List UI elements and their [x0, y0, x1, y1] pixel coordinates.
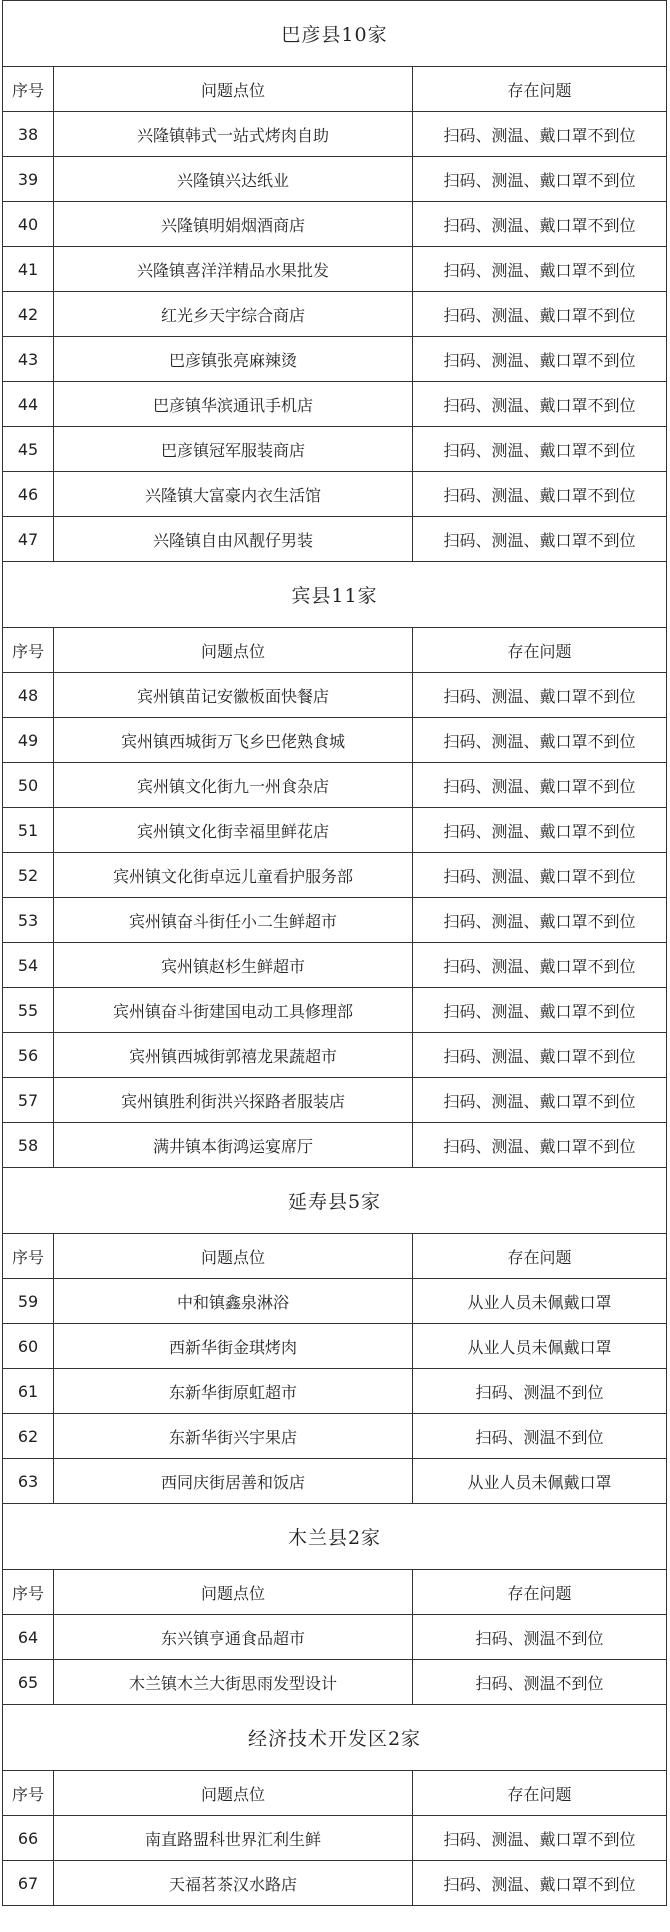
- row-issue: 扫码、测温、戴口罩不到位: [413, 517, 667, 562]
- row-place: 宾州镇赵杉生鲜超市: [54, 943, 413, 988]
- table-row: [3, 382, 667, 427]
- section-title-row: [3, 1504, 667, 1570]
- table-row: [3, 1459, 667, 1504]
- table-row: [3, 1816, 667, 1861]
- row-place: 宾州镇苗记安徽板面快餐店: [54, 673, 413, 718]
- row-issue: 扫码、测温、戴口罩不到位: [413, 292, 667, 337]
- row-place: 红光乡天宇综合商店: [54, 292, 413, 337]
- row-place: 满井镇本街鸿运宴席厅: [54, 1123, 413, 1168]
- section-title-row: [3, 1705, 667, 1771]
- row-place: 兴隆镇兴达纸业: [54, 157, 413, 202]
- row-issue: 扫码、测温、戴口罩不到位: [413, 202, 667, 247]
- section-title-row: [3, 562, 667, 628]
- row-place: 宾州镇奋斗街任小二生鲜超市: [54, 898, 413, 943]
- row-place: 东兴镇亨通食品超市: [54, 1615, 413, 1660]
- row-place: 兴隆镇喜洋洋精品水果批发: [54, 247, 413, 292]
- row-number: 53: [3, 898, 54, 943]
- row-number: 44: [3, 382, 54, 427]
- inspection-table: [2, 0, 667, 1906]
- table-header-row: [3, 1234, 667, 1279]
- header-issue: 存在问题: [413, 628, 667, 673]
- header-place: 问题点位: [54, 67, 413, 112]
- row-number: 50: [3, 763, 54, 808]
- header-issue: 存在问题: [413, 1771, 667, 1816]
- row-place: 西新华街金琪烤肉: [54, 1324, 413, 1369]
- row-number: 49: [3, 718, 54, 763]
- row-place: 宾州镇西城街郭禧龙果蔬超市: [54, 1033, 413, 1078]
- table-row: [3, 988, 667, 1033]
- row-number: 58: [3, 1123, 54, 1168]
- row-place: 南直路盟科世界汇利生鲜: [54, 1816, 413, 1861]
- section-title: 巴彦县10家: [3, 1, 667, 67]
- row-issue: 扫码、测温不到位: [413, 1414, 667, 1459]
- header-place: 问题点位: [54, 1234, 413, 1279]
- row-number: 45: [3, 427, 54, 472]
- table-row: [3, 673, 667, 718]
- row-issue: 扫码、测温、戴口罩不到位: [413, 472, 667, 517]
- row-issue: 从业人员未佩戴口罩: [413, 1324, 667, 1369]
- row-issue: 扫码、测温、戴口罩不到位: [413, 382, 667, 427]
- inspection-table-page: [2, 0, 666, 1906]
- row-place: 东新华街原虹超市: [54, 1369, 413, 1414]
- row-issue: 扫码、测温、戴口罩不到位: [413, 898, 667, 943]
- row-issue: 扫码、测温、戴口罩不到位: [413, 1861, 667, 1906]
- table-row: [3, 898, 667, 943]
- row-issue: 扫码、测温、戴口罩不到位: [413, 427, 667, 472]
- table-row: [3, 337, 667, 382]
- row-place: 巴彦镇冠军服装商店: [54, 427, 413, 472]
- header-issue: 存在问题: [413, 67, 667, 112]
- table-row: [3, 1615, 667, 1660]
- row-issue: 从业人员未佩戴口罩: [413, 1279, 667, 1324]
- table-header-row: [3, 67, 667, 112]
- row-place: 宾州镇文化街九一州食杂店: [54, 763, 413, 808]
- table-row: [3, 1324, 667, 1369]
- row-number: 67: [3, 1861, 54, 1906]
- table-row: [3, 202, 667, 247]
- row-place: 巴彦镇华滨通讯手机店: [54, 382, 413, 427]
- row-number: 52: [3, 853, 54, 898]
- table-row: [3, 853, 667, 898]
- row-place: 兴隆镇自由风靓仔男装: [54, 517, 413, 562]
- table-row: [3, 292, 667, 337]
- section-title: 经济技术开发区2家: [3, 1705, 667, 1771]
- table-row: [3, 1414, 667, 1459]
- row-issue: 扫码、测温、戴口罩不到位: [413, 943, 667, 988]
- row-number: 47: [3, 517, 54, 562]
- section-title: 延寿县5家: [3, 1168, 667, 1234]
- table-row: [3, 1861, 667, 1906]
- row-place: 东新华街兴宇果店: [54, 1414, 413, 1459]
- table-row: [3, 943, 667, 988]
- row-number: 63: [3, 1459, 54, 1504]
- row-number: 38: [3, 112, 54, 157]
- table-header-row: [3, 628, 667, 673]
- row-number: 59: [3, 1279, 54, 1324]
- table-row: [3, 112, 667, 157]
- section-title-row: [3, 1, 667, 67]
- row-number: 54: [3, 943, 54, 988]
- header-place: 问题点位: [54, 1570, 413, 1615]
- row-place: 兴隆镇韩式一站式烤肉自助: [54, 112, 413, 157]
- row-issue: 扫码、测温、戴口罩不到位: [413, 1078, 667, 1123]
- table-row: [3, 1123, 667, 1168]
- row-place: 兴隆镇大富豪内衣生活馆: [54, 472, 413, 517]
- row-issue: 扫码、测温、戴口罩不到位: [413, 763, 667, 808]
- row-number: 65: [3, 1660, 54, 1705]
- row-number: 42: [3, 292, 54, 337]
- row-issue: 扫码、测温、戴口罩不到位: [413, 112, 667, 157]
- header-seq: 序号: [3, 1771, 54, 1816]
- row-issue: 扫码、测温、戴口罩不到位: [413, 673, 667, 718]
- row-number: 40: [3, 202, 54, 247]
- table-row: [3, 517, 667, 562]
- row-number: 60: [3, 1324, 54, 1369]
- row-place: 巴彦镇张亮麻辣烫: [54, 337, 413, 382]
- row-place: 宾州镇胜利街洪兴探路者服装店: [54, 1078, 413, 1123]
- section-title-row: [3, 1168, 667, 1234]
- row-issue: 扫码、测温不到位: [413, 1615, 667, 1660]
- row-place: 宾州镇文化街卓远儿童看护服务部: [54, 853, 413, 898]
- header-seq: 序号: [3, 1570, 54, 1615]
- header-seq: 序号: [3, 67, 54, 112]
- row-number: 62: [3, 1414, 54, 1459]
- row-issue: 扫码、测温、戴口罩不到位: [413, 1816, 667, 1861]
- row-issue: 扫码、测温不到位: [413, 1369, 667, 1414]
- row-place: 天福茗茶汉水路店: [54, 1861, 413, 1906]
- row-issue: 扫码、测温、戴口罩不到位: [413, 157, 667, 202]
- table-row: [3, 1660, 667, 1705]
- table-row: [3, 427, 667, 472]
- table-header-row: [3, 1570, 667, 1615]
- row-issue: 扫码、测温、戴口罩不到位: [413, 853, 667, 898]
- table-row: [3, 472, 667, 517]
- row-number: 46: [3, 472, 54, 517]
- row-number: 56: [3, 1033, 54, 1078]
- row-place: 宾州镇西城街万飞乡巴佬熟食城: [54, 718, 413, 763]
- row-issue: 从业人员未佩戴口罩: [413, 1459, 667, 1504]
- row-number: 43: [3, 337, 54, 382]
- row-place: 中和镇鑫泉淋浴: [54, 1279, 413, 1324]
- section-title: 宾县11家: [3, 562, 667, 628]
- row-number: 55: [3, 988, 54, 1033]
- table-row: [3, 1279, 667, 1324]
- section-title: 木兰县2家: [3, 1504, 667, 1570]
- table-row: [3, 1033, 667, 1078]
- row-number: 39: [3, 157, 54, 202]
- row-number: 41: [3, 247, 54, 292]
- table-row: [3, 1369, 667, 1414]
- row-number: 66: [3, 1816, 54, 1861]
- table-row: [3, 718, 667, 763]
- row-issue: 扫码、测温、戴口罩不到位: [413, 247, 667, 292]
- row-issue: 扫码、测温、戴口罩不到位: [413, 337, 667, 382]
- table-row: [3, 808, 667, 853]
- table-row: [3, 157, 667, 202]
- row-place: 兴隆镇明娟烟酒商店: [54, 202, 413, 247]
- row-number: 61: [3, 1369, 54, 1414]
- row-number: 57: [3, 1078, 54, 1123]
- row-number: 48: [3, 673, 54, 718]
- row-place: 宾州镇文化街幸福里鲜花店: [54, 808, 413, 853]
- header-issue: 存在问题: [413, 1570, 667, 1615]
- row-issue: 扫码、测温、戴口罩不到位: [413, 808, 667, 853]
- row-issue: 扫码、测温不到位: [413, 1660, 667, 1705]
- row-issue: 扫码、测温、戴口罩不到位: [413, 718, 667, 763]
- row-place: 木兰镇木兰大街思雨发型设计: [54, 1660, 413, 1705]
- row-issue: 扫码、测温、戴口罩不到位: [413, 988, 667, 1033]
- row-place: 宾州镇奋斗街建国电动工具修理部: [54, 988, 413, 1033]
- table-row: [3, 1078, 667, 1123]
- header-place: 问题点位: [54, 1771, 413, 1816]
- header-seq: 序号: [3, 1234, 54, 1279]
- row-number: 51: [3, 808, 54, 853]
- row-place: 西同庆街居善和饭店: [54, 1459, 413, 1504]
- row-issue: 扫码、测温、戴口罩不到位: [413, 1033, 667, 1078]
- table-row: [3, 763, 667, 808]
- table-row: [3, 247, 667, 292]
- table-header-row: [3, 1771, 667, 1816]
- header-seq: 序号: [3, 628, 54, 673]
- header-place: 问题点位: [54, 628, 413, 673]
- row-number: 64: [3, 1615, 54, 1660]
- row-issue: 扫码、测温、戴口罩不到位: [413, 1123, 667, 1168]
- header-issue: 存在问题: [413, 1234, 667, 1279]
